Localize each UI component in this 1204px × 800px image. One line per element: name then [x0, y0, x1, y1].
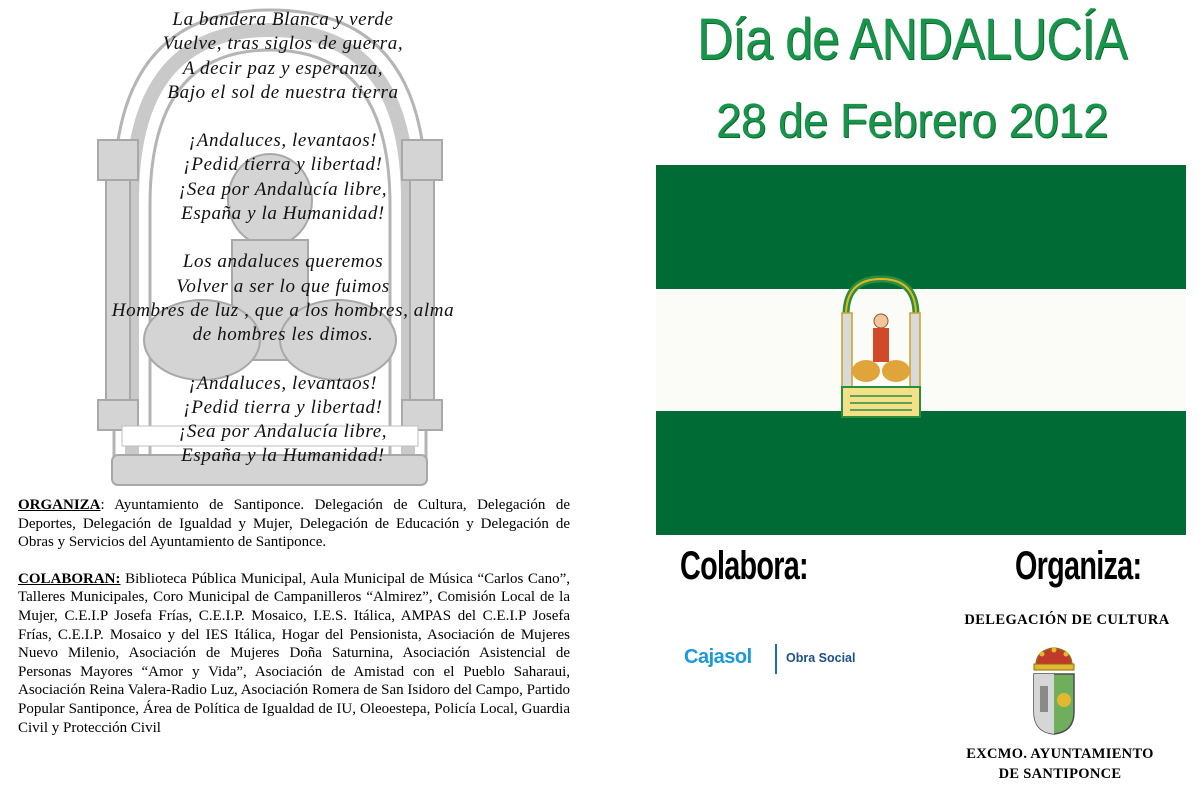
santiponce-crest-icon	[1030, 644, 1078, 736]
colaboran-heading: COLABORAN:	[18, 570, 121, 587]
ayuntamiento-line: EXCMO. AYUNTAMIENTO	[966, 746, 1154, 762]
cajasol-brand: Cajasol	[684, 646, 752, 668]
organiza-heading: Organiza:	[1015, 544, 1142, 588]
andalusia-flag	[656, 165, 1186, 535]
organiza-heading: ORGANIZA	[18, 497, 101, 513]
poem-line: Hombres de luz , que a los hombres, alma	[111, 299, 455, 321]
obra-social-label: Obra Social	[786, 651, 856, 665]
organiza-text: : Ayuntamiento de Santiponce. Delegación de Cultura, Delegación de Deportes, Delegación de Igualdad y Mujer, Delegación de Educación y Delegación de Obras y Servicios del Ayuntamiento de Santiponce.	[18, 497, 570, 551]
poem-line: Bajo el sol de nuestra tierra	[167, 81, 399, 103]
credits	[18, 496, 570, 755]
poem-stanza	[0, 372, 566, 469]
poem-stanza	[0, 8, 566, 105]
poem-line: España y la Humanidad!	[181, 203, 385, 225]
cajasol-logo	[682, 642, 882, 678]
poem-line: A decir paz y esperanza,	[182, 57, 384, 79]
poem-stanza	[0, 129, 566, 226]
ayuntamiento-line: DE SANTIPONCE	[998, 766, 1122, 782]
poem-text	[0, 8, 566, 493]
poem-line: Los andaluces queremos	[182, 251, 384, 273]
colabora-heading: Colabora:	[680, 544, 808, 588]
flag-green-band	[656, 411, 1186, 535]
poem-line: España y la Humanidad!	[181, 445, 385, 467]
colaboran-text: Biblioteca Pública Municipal, Aula Municipal de Música “Carlos Cano”, Talleres Municipales, Coro Municipal de Campanilleros “Almirez”, Comisión Local de la Mujer, C.E.I.P Josefa Frías, C.E.I.P. Mosaico, I.E.S. Itálica, AMPAS del C.E.I.P Josefa Frías, C.E.I.P. Mosaico y del IES Itálica, Hogar del Pensionista, Asociación de Mujeres Nuevo Milenio, Asociación de Mujeres Doña Saturnina, Asociación Asistencial de Personas Mayores “Amor y Vida”, Asociación de Amistad con el Pueblo Saharaui, Asociación Reina Valera-Radio Luz, Asociación Romera de San Isidoro del Campo, Partido Popular Santiponce, Área de Política de Igualdad de IU, Oleoestepa, Policía Local, Guardia Civil y Protección Civil	[18, 570, 570, 736]
delegacion-label: DELEGACIÓN DE CULTURA	[964, 612, 1170, 628]
event-date: 28 de Febrero 2012	[715, 95, 1108, 148]
poem-line: ¡Pedid tierra y libertad!	[183, 154, 383, 176]
colaboran-paragraph	[18, 570, 570, 737]
poem-line: ¡Andaluces, levantaos!	[188, 372, 378, 394]
poem-stanza	[0, 250, 566, 347]
poem-panel	[0, 0, 590, 800]
poem-line: ¡Andaluces, levantaos!	[188, 130, 378, 152]
ayuntamiento-label	[920, 744, 1200, 784]
poem-line: Volver a ser lo que fuimos	[176, 275, 390, 297]
poem-line: Vuelve, tras siglos de guerra,	[162, 33, 404, 55]
poem-line: ¡Pedid tierra y libertad!	[183, 396, 383, 418]
poem-line: ¡Sea por Andalucía libre,	[178, 421, 388, 443]
flag-green-band	[656, 165, 1186, 289]
cover-panel	[620, 0, 1204, 800]
logo-divider	[775, 644, 777, 674]
poem-line: La bandera Blanca y verde	[172, 9, 394, 30]
poem-line: ¡Sea por Andalucía libre,	[178, 178, 388, 200]
andalusia-shield-icon	[836, 275, 926, 425]
page-title: Día de ANDALUCÍA	[697, 7, 1127, 72]
poem-line: de hombres les dimos.	[192, 324, 374, 346]
organiza-paragraph	[18, 496, 570, 552]
